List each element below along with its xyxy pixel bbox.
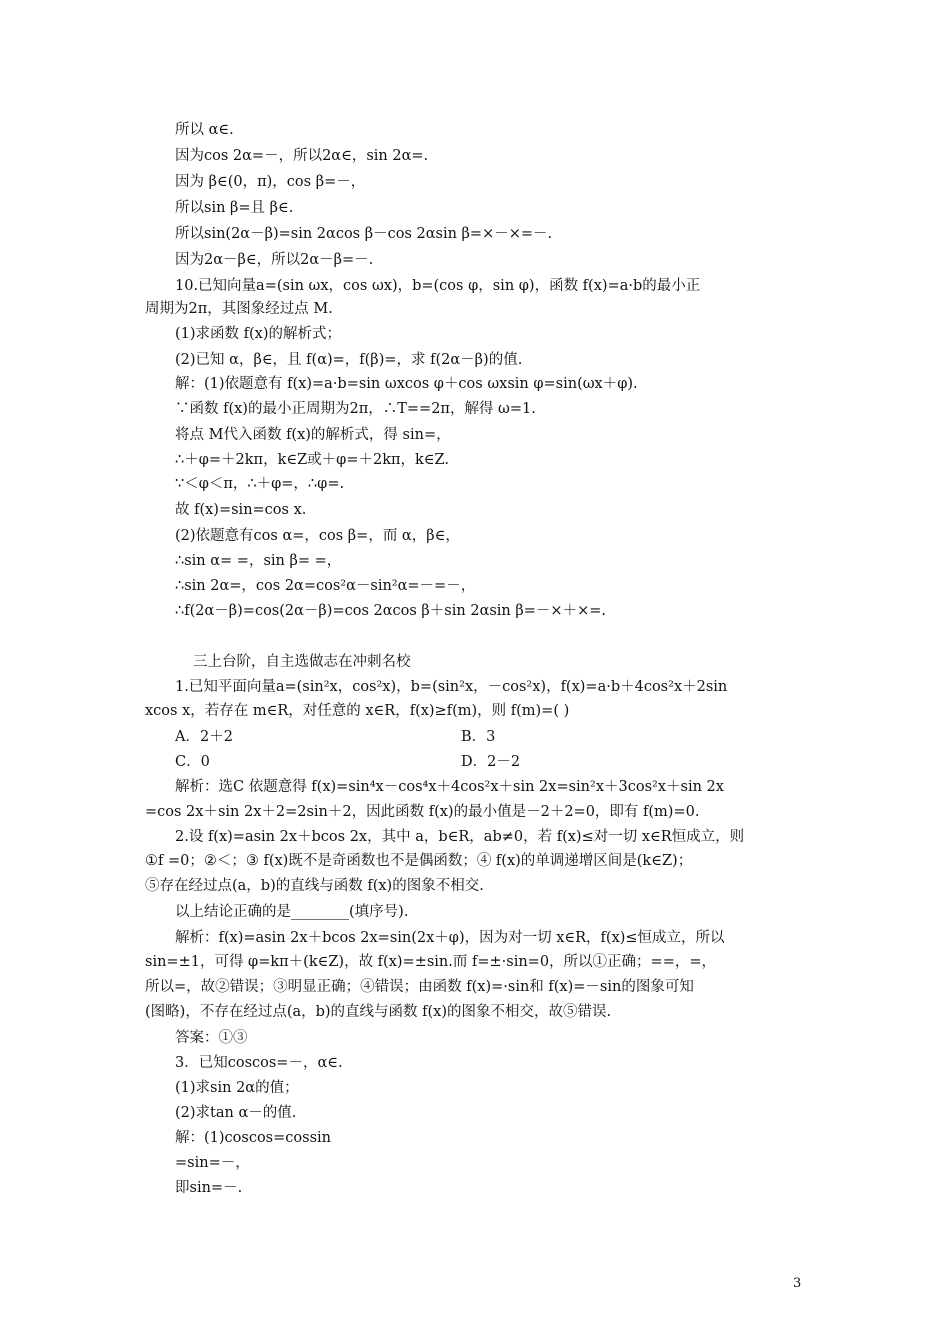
option-c: C．0 — [175, 754, 210, 770]
question-3-line: 3．已知coscos=－，α∈. — [175, 1055, 343, 1071]
text-line: 解：(1)coscos=cossin — [175, 1130, 331, 1146]
text-line: xcos x，若存在 m∈R，对任意的 x∈R，f(x)≥f(m)，则 f(m)=( ) — [145, 703, 570, 719]
text-line: 所以sin β=且 β∈. — [175, 200, 294, 216]
text-line: ∴sin α= =，sin β= =， — [175, 553, 342, 569]
text-line: 解：(1)依题意有 f(x)=a·b=sin ωxcos φ＋cos ωxsin φ=sin(ωx＋φ). — [175, 376, 638, 392]
text-line: =cos 2x＋sin 2x＋2=2sin＋2，因此函数 f(x)的最小值是－2＋2=0，即有 f(m)=0. — [145, 804, 700, 820]
text-line: (2)已知 α，β∈，且 f(α)=，f(β)=，求 f(2α－β)的值. — [175, 352, 523, 368]
text-line: 即sin=－. — [175, 1180, 243, 1196]
text-line: (1)求函数 f(x)的解析式； — [175, 326, 342, 342]
text-line: 解析：选C 依题意得 f(x)=sin⁴x－cos⁴x＋4cos²x＋sin 2x=sin²x＋3cos²x＋sin 2x — [175, 779, 724, 795]
option-d: D．2－2 — [461, 754, 521, 770]
answer-line: 答案：①③ — [175, 1030, 248, 1046]
text-line: ∵函数 f(x)的最小正周期为2π，∴T==2π，解得 ω=1. — [175, 401, 536, 417]
text-line: 解析：f(x)=asin 2x＋bcos 2x=sin(2x＋φ)，因为对一切 x∈R，f(x)≤恒成立，所以 — [175, 930, 725, 946]
text-line: (2)依题意有cos α=，cos β=，而 α，β∈， — [175, 528, 460, 544]
text-line: ∴＋φ=＋2kπ，k∈Z或＋φ=＋2kπ，k∈Z. — [175, 452, 449, 468]
text-line: ∴sin 2α=，cos 2α=cos²α－sin²α=－=－， — [175, 578, 476, 594]
question-2-line: 2.设 f(x)=asin 2x＋bcos 2x，其中 a，b∈R，ab≠0，若 f(x)≤对一切 x∈R恒成立，则 — [175, 829, 745, 845]
text-line: (1)求sin 2α的值； — [175, 1080, 299, 1096]
text-line: ∴f(2α－β)=cos(2α－β)=cos 2αcos β＋sin 2αsin β=－×＋×=. — [175, 603, 606, 619]
text-line: 因为 β∈(0，π)，cos β=－， — [175, 174, 366, 190]
text-line: 将点 M代入函数 f(x)的解析式，得 sin=， — [175, 427, 451, 443]
page-number: 3 — [793, 1276, 802, 1291]
text-line: 周期为2π，其图象经过点 M. — [145, 301, 333, 317]
option-a: A．2＋2 — [175, 729, 233, 745]
text-line: ∵＜φ＜π，∴＋φ=，∴φ=. — [175, 476, 345, 492]
text-line: ⑤存在经过点(a，b)的直线与函数 f(x)的图象不相交. — [145, 878, 484, 894]
text-line: (2)求tan α－的值. — [175, 1105, 297, 1121]
text-line: sin=±1，可得 φ=kπ＋(k∈Z)，故 f(x)=±sin.而 f=±·sin=0，所以①正确；==，=， — [145, 954, 716, 970]
text-line: 所以sin(2α－β)=sin 2αcos β－cos 2αsin β=×－×=－. — [175, 226, 553, 242]
text-line: 以上结论正确的是________(填序号). — [175, 904, 409, 920]
text-line: 所以 α∈. — [175, 122, 234, 138]
text-line: 故 f(x)=sin=cos x. — [175, 502, 307, 518]
text-line: (图略)，不存在经过点(a，b)的直线与函数 f(x)的图象不相交，故⑤错误. — [145, 1004, 612, 1020]
text-line: 因为cos 2α=－，所以2α∈，sin 2α=. — [175, 148, 429, 164]
question-1-line: 1.已知平面向量a=(sin²x，cos²x)，b=(sin²x，－cos²x)，f(x)=a·b＋4cos²x＋2sin — [175, 679, 728, 695]
option-b: B．3 — [461, 729, 496, 745]
text-line: ①f =0；②＜；③ f(x)既不是奇函数也不是偶函数；④ f(x)的单调递增区间是(k∈Z)； — [145, 853, 693, 869]
question-10-line: 10.已知向量a=(sin ωx，cos ωx)，b=(cos φ，sin φ)，函数 f(x)=a·b的最小正 — [175, 278, 701, 294]
text-line: =sin=－， — [175, 1155, 250, 1171]
text-line: 所以=，故②错误；③明显正确；④错误；由函数 f(x)=·sin和 f(x)=－sin的图象可知 — [145, 979, 694, 995]
text-line: 因为2α－β∈，所以2α－β=－. — [175, 252, 374, 268]
section-heading: 三上台阶，自主选做志在冲刺名校 — [193, 654, 411, 670]
